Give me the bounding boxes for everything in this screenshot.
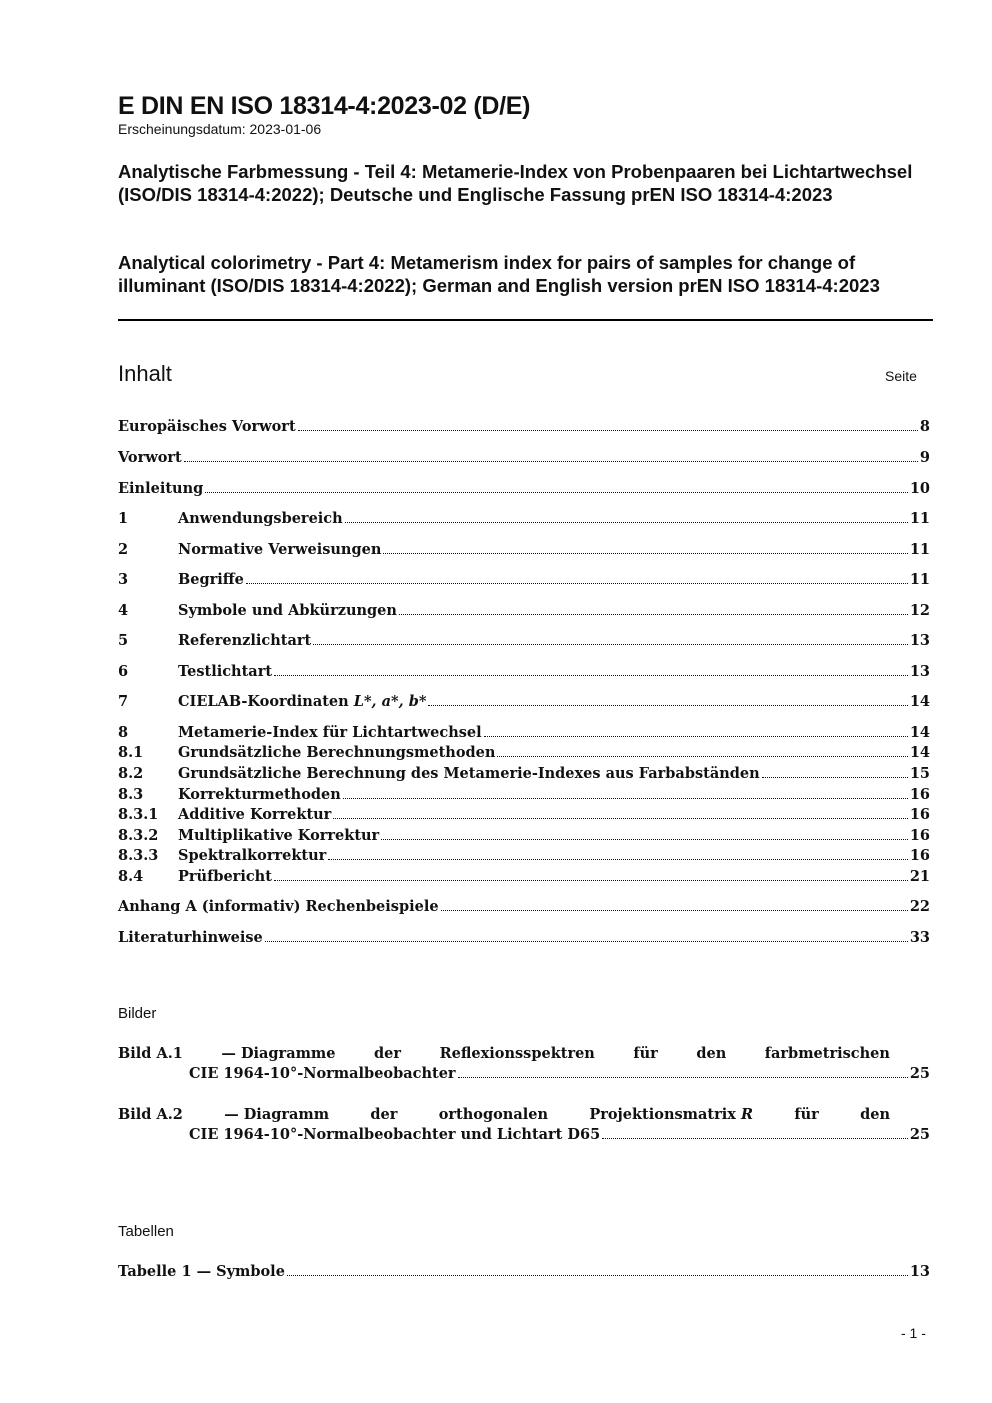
toc-entry-number: 2 — [118, 541, 129, 558]
toc-entry[interactable] — [118, 744, 930, 762]
toc-leader — [602, 1138, 908, 1139]
document-id: E DIN EN ISO 18314-4:2023-02 (D/E) — [118, 92, 531, 120]
toc-leader — [399, 614, 908, 615]
toc-entry-number: 8.3.1 — [118, 806, 159, 823]
figure-entry-line2[interactable] — [189, 1126, 930, 1144]
toc-entry-page: 16 — [909, 786, 930, 803]
toc-leader — [345, 522, 908, 523]
toc-entry-page: 13 — [909, 663, 930, 680]
toc-entry-page: 14 — [909, 744, 930, 761]
toc-entry-page: 14 — [909, 724, 930, 741]
toc-entry-number: 8 — [118, 724, 129, 741]
toc-leader — [246, 583, 908, 584]
toc-entry-title: Multiplikative Korrektur — [178, 827, 380, 844]
toc-leader — [441, 910, 908, 911]
toc-entry[interactable] — [118, 449, 930, 467]
figure-caption-word: farbmetrischen — [764, 1045, 890, 1062]
toc-heading: Inhalt — [118, 361, 172, 386]
toc-entry-number: 1 — [118, 510, 129, 527]
toc-leader — [484, 736, 908, 737]
toc-entry-title: Prüfbericht — [178, 868, 272, 885]
toc-entry-page: 16 — [909, 847, 930, 864]
toc-entry-title: Anwendungsbereich — [178, 510, 343, 527]
publication-date: Erscheinungsdatum: 2023-01-06 — [118, 121, 322, 137]
figure-page: 25 — [909, 1065, 930, 1082]
toc-leader — [313, 644, 908, 645]
toc-entry-page: 21 — [909, 868, 930, 885]
toc-entry-number: 8.1 — [118, 744, 144, 761]
toc-entry-title: Additive Korrektur — [178, 806, 332, 823]
toc-entry-title: Symbole und Abkürzungen — [178, 602, 397, 619]
toc-page-label: Seite — [885, 368, 917, 384]
toc-entry-page: 11 — [909, 510, 930, 527]
figure-caption-word: den — [696, 1045, 727, 1062]
toc-entry-page: 15 — [909, 765, 930, 782]
toc-entry-number: 7 — [118, 693, 129, 710]
table-entry-page: 13 — [909, 1263, 930, 1280]
toc-entry-title: Metamerie-Index für Lichtartwechsel — [178, 724, 482, 741]
figures-heading: Bilder — [118, 1005, 157, 1022]
toc-entry-title: Anhang A (informativ) Rechenbeispiele — [118, 898, 439, 915]
figure-caption-word: — Diagramm — [224, 1106, 330, 1123]
figure-caption-word — [589, 1106, 753, 1124]
toc-entry[interactable] — [118, 806, 930, 824]
toc-entry-number: 8.3 — [118, 786, 144, 803]
figure-caption-word: den — [860, 1106, 890, 1123]
figure-caption-word-text: Projektionsmatrix — [589, 1106, 736, 1123]
figure-caption-word: für — [794, 1106, 819, 1123]
toc-entry-page: 10 — [909, 480, 930, 497]
figure-page: 25 — [909, 1126, 930, 1143]
toc-leader — [184, 461, 918, 462]
figure-caption-line2: CIE 1964-10°-Normalbeobachter — [189, 1065, 456, 1082]
toc-entry[interactable] — [118, 868, 930, 886]
figure-caption-word: Reflexionsspektren — [439, 1045, 595, 1062]
table-entry[interactable] — [118, 1263, 930, 1281]
toc-entry[interactable] — [118, 786, 930, 804]
figure-entry-line2[interactable] — [189, 1065, 930, 1083]
figure-caption-word: der — [370, 1106, 398, 1123]
toc-leader — [265, 941, 908, 942]
toc-leader — [497, 756, 907, 757]
toc-entry-title-text: CIELAB-Koordinaten — [178, 693, 349, 710]
toc-entry-page: 22 — [909, 898, 930, 915]
title-german: Analytische Farbmessung - Teil 4: Metamerie-Index von Probenpaaren bei Lichtartwechsel (ISO/DIS 18314-4:2022); Deutsche und Englische Fassung prEN ISO 18314-4:2023 — [118, 161, 913, 205]
toc-entry-title: Testlichtart — [178, 663, 273, 680]
toc-leader — [383, 553, 907, 554]
tables-heading: Tabellen — [118, 1223, 174, 1240]
toc-entry-title: Grundsätzliche Berechnungsmethoden — [178, 744, 496, 761]
toc-entry[interactable] — [118, 847, 930, 865]
toc-entry-title — [178, 693, 426, 711]
toc-entry-number: 8.4 — [118, 868, 144, 885]
figure-number: Bild A.2 — [118, 1106, 183, 1123]
toc-entry-title: Korrekturmethoden — [178, 786, 341, 803]
toc-entry[interactable] — [118, 724, 930, 742]
toc-entry[interactable] — [118, 602, 930, 620]
toc-leader — [298, 430, 918, 431]
figure-entry-line1[interactable] — [118, 1106, 890, 1124]
toc-leader — [458, 1077, 908, 1078]
title-english: Analytical colorimetry - Part 4: Metamerism index for pairs of samples for change of illuminant (ISO/DIS 18314-4:2022); German and English version prEN ISO 18314-4:2023 — [118, 252, 880, 296]
figure-entry-line1[interactable] — [118, 1045, 890, 1063]
toc-entry-title: Europäisches Vorwort — [118, 418, 296, 435]
toc-entry-page: 11 — [909, 571, 930, 588]
toc-entry-number: 3 — [118, 571, 129, 588]
toc-entry-number: 8.3.2 — [118, 827, 159, 844]
toc-entry[interactable] — [118, 898, 930, 916]
toc-entry-page: 14 — [909, 693, 930, 710]
toc-entry-page: 16 — [909, 806, 930, 823]
toc-entry[interactable] — [118, 480, 930, 498]
figure-caption-variable: R — [740, 1106, 753, 1123]
toc-leader — [328, 859, 908, 860]
toc-leader — [333, 818, 907, 819]
toc-entry-title-variables: L*, a*, b* — [353, 693, 427, 710]
toc-entry[interactable] — [118, 765, 930, 783]
toc-entry[interactable] — [118, 418, 930, 436]
toc-entry[interactable] — [118, 632, 930, 650]
toc-entry-title: Vorwort — [118, 449, 182, 466]
toc-entry-number: 4 — [118, 602, 129, 619]
toc-entry-title: Normative Verweisungen — [178, 541, 382, 558]
toc-leader — [274, 675, 908, 676]
toc-entry-number: 8.2 — [118, 765, 144, 782]
figure-caption-word: der — [374, 1045, 402, 1062]
figure-caption-line2: CIE 1964-10°-Normalbeobachter und Lichtart D65 — [189, 1126, 601, 1143]
toc-entry-title: Begriffe — [178, 571, 244, 588]
toc-entry[interactable] — [118, 571, 930, 589]
toc-entry-page: 13 — [909, 632, 930, 649]
table-entry-title: Tabelle 1 — Symbole — [118, 1263, 285, 1280]
toc-entry-number: 6 — [118, 663, 129, 680]
toc-entry-title: Spektralkorrektur — [178, 847, 327, 864]
toc-entry-page: 11 — [909, 541, 930, 558]
figure-caption-word: orthogonalen — [438, 1106, 548, 1123]
toc-leader — [287, 1275, 908, 1276]
toc-entry-page: 33 — [909, 929, 930, 946]
toc-entry[interactable] — [118, 541, 930, 559]
toc-leader — [381, 839, 908, 840]
toc-entry-title: Einleitung — [118, 480, 204, 497]
toc-entry[interactable] — [118, 663, 930, 681]
figure-caption-word: — Diagramme — [221, 1045, 336, 1062]
toc-leader — [343, 798, 908, 799]
toc-entry[interactable] — [118, 693, 930, 711]
toc-entry-number: 5 — [118, 632, 129, 649]
figure-number: Bild A.1 — [118, 1045, 183, 1062]
toc-entry[interactable] — [118, 510, 930, 528]
toc-entry-title: Literaturhinweise — [118, 929, 263, 946]
toc-entry-title: Referenzlichtart — [178, 632, 312, 649]
toc-leader — [274, 880, 908, 881]
toc-entry-page: 12 — [909, 602, 930, 619]
title-rule — [118, 319, 933, 321]
toc-entry-page: 16 — [909, 827, 930, 844]
toc-entry-page: 9 — [919, 449, 930, 466]
toc-leader — [762, 777, 908, 778]
toc-entry-page: 8 — [919, 418, 930, 435]
toc-entry[interactable] — [118, 929, 930, 947]
toc-leader — [205, 492, 908, 493]
page-number: - 1 - — [901, 1325, 926, 1341]
toc-entry[interactable] — [118, 827, 930, 845]
toc-leader — [428, 705, 907, 706]
figure-caption-word: für — [633, 1045, 658, 1062]
toc-entry-number: 8.3.3 — [118, 847, 159, 864]
toc-entry-title: Grundsätzliche Berechnung des Metamerie-Indexes aus Farbabständen — [178, 765, 760, 782]
